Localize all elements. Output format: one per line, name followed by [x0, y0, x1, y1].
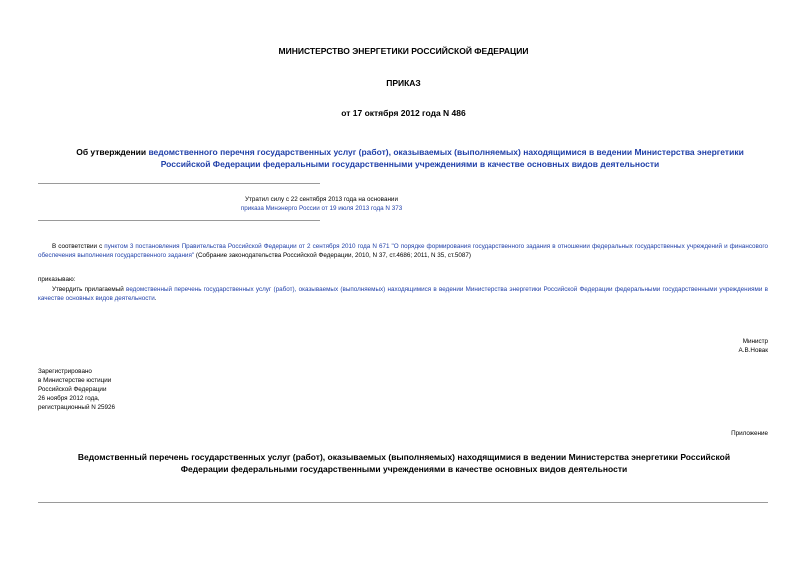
- appendix-title: Ведомственный перечень государственных услуг (работ), оказываемых (выполняемых) находящимися в ведении Министерства энергетики Российской Федерации федеральными государственными учреждениями в качестве основных видов деятельности: [77, 452, 731, 474]
- status-link[interactable]: приказа Минэнерго России от 19 июля 2013 года N 373: [240, 205, 403, 212]
- status-line: Утратил силу с 22 сентября 2013 года на основании: [245, 196, 398, 203]
- date-number-heading: от 17 октября 2012 года N 486: [341, 108, 466, 118]
- p1-link[interactable]: пунктом 3 постановления Правительства Российской Федерации от 2 сентября 2010 года N 671 "О порядке формирования государственного задания в отношении федеральных государственных учреждений и финансового обеспечения выполнения государственного задания": [38, 243, 768, 259]
- p1-start: В соответствии с: [52, 243, 105, 250]
- title-prefix: Об утверждении: [76, 147, 149, 157]
- signature-name: А.В.Новак: [738, 347, 768, 354]
- registration-line: Российской Федерации: [38, 386, 107, 393]
- signature-position: Министр: [742, 338, 768, 345]
- p2-link[interactable]: ведомственный перечень государственных услуг (работ), оказываемых (выполняемых) находящимися в ведении Министерства энергетики Российской Федерации федеральными государственными учреждениями в качестве основных видов деятельности: [38, 286, 768, 302]
- prikazyvayu: приказываю:: [38, 276, 76, 283]
- title-link[interactable]: ведомственного перечня государственных услуг (работ), оказываемых (выполняемых) находящимися в ведении Министерства энергетики Российской Федерации федеральными государственными учреждениями в качестве основных видов деятельности: [148, 147, 744, 169]
- divider-bottom: [38, 502, 768, 503]
- document-title: [52, 146, 768, 170]
- registration-line: регистрационный N 25926: [38, 404, 116, 411]
- registration-line: Зарегистрировано: [38, 368, 92, 375]
- status-notice: [38, 195, 605, 213]
- paragraph-basis: [38, 242, 768, 260]
- signature-block: [739, 337, 768, 355]
- divider-status: [38, 220, 320, 221]
- appendix-label: Приложение: [731, 430, 768, 437]
- paragraph-approve: [38, 285, 768, 303]
- doc-type-heading: ПРИКАЗ: [386, 78, 421, 88]
- divider-top: [38, 183, 320, 184]
- registration-line: в Министерстве юстиции: [38, 377, 112, 384]
- registration-block: [38, 367, 115, 412]
- p2-start: Утвердить прилагаемый: [52, 286, 127, 293]
- p1-end: (Собрание законодательства Российской Федерации, 2010, N 37, ст.4686; 2011, N 35, ст.5087): [194, 252, 471, 259]
- registration-line: 26 ноября 2012 года,: [38, 395, 100, 402]
- ministry-heading: МИНИСТЕРСТВО ЭНЕРГЕТИКИ РОССИЙСКОЙ ФЕДЕРАЦИИ: [278, 46, 529, 56]
- p2-end: .: [154, 295, 157, 302]
